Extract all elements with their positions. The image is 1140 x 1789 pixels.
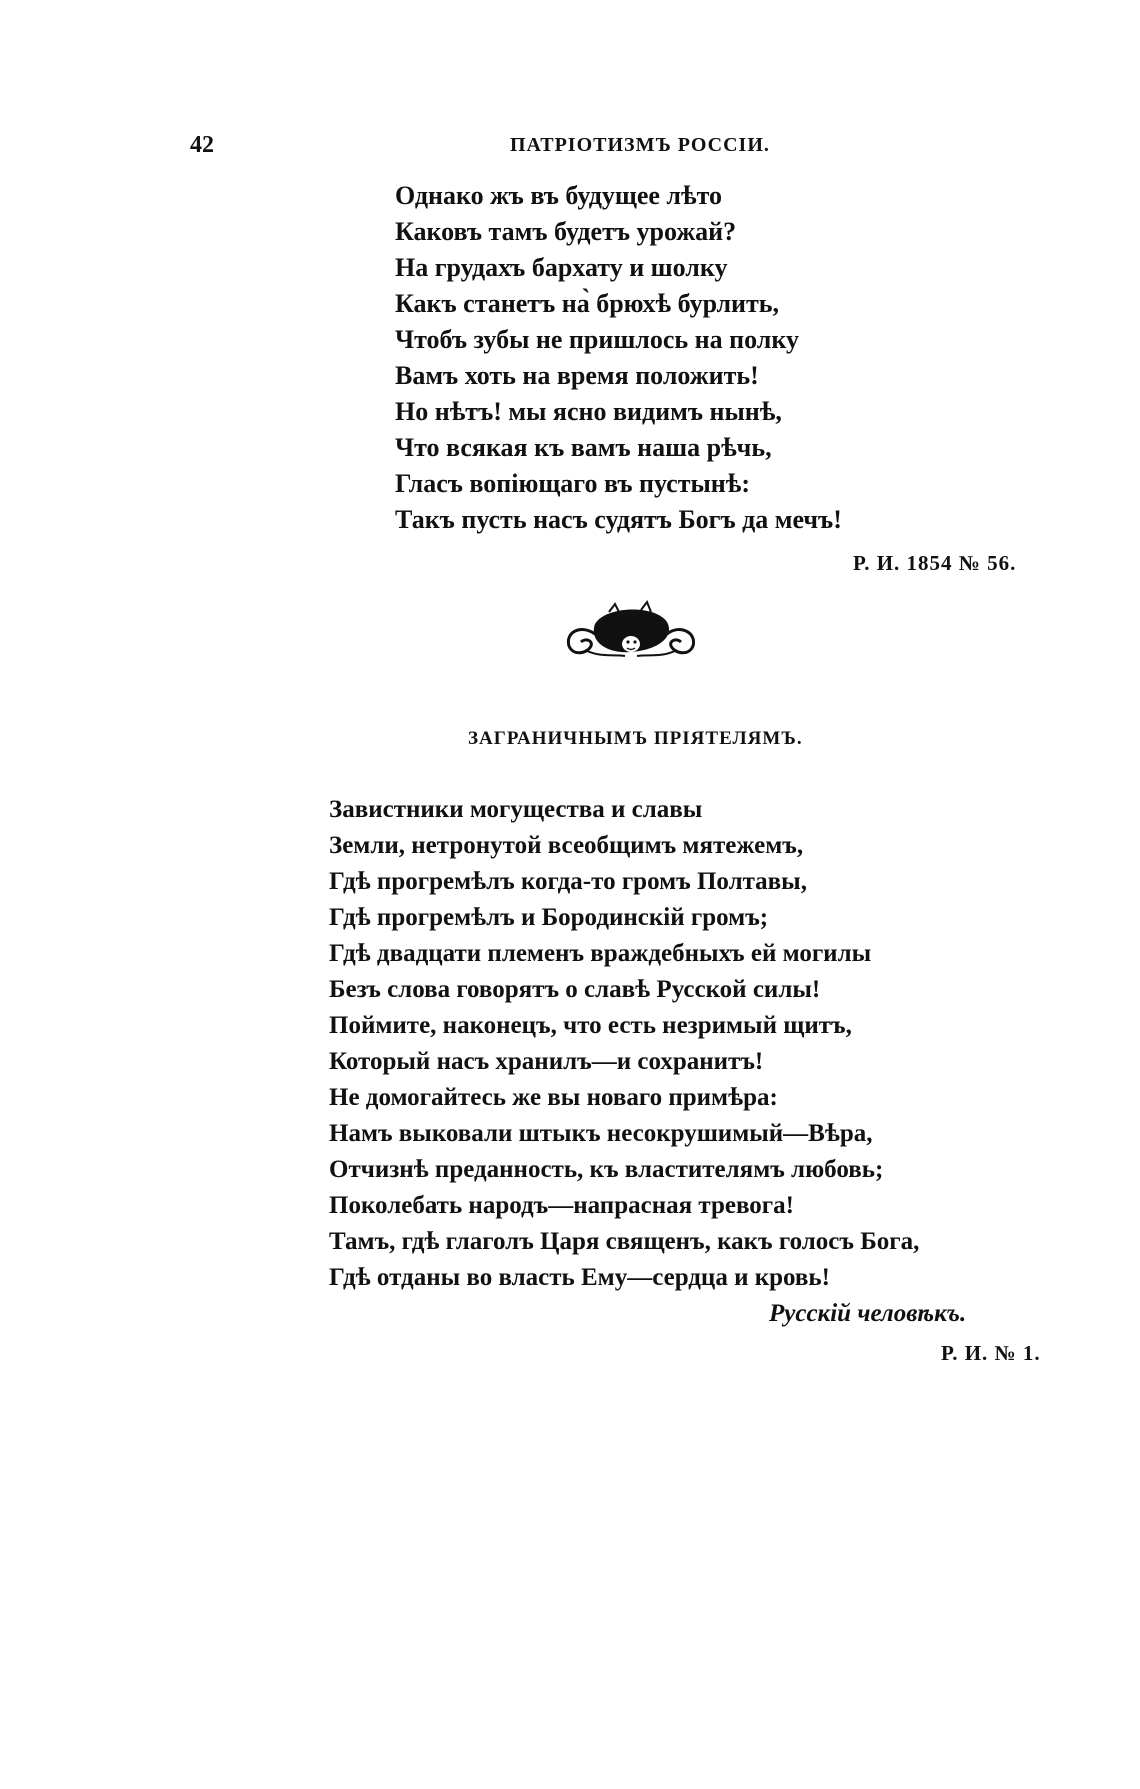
poem-line: Гдѣ прогремѣлъ когда-то громъ Полтавы,	[329, 868, 807, 895]
poem-line: Каковъ тамъ будетъ урожай?	[395, 217, 737, 246]
poem-line: Но нѣтъ! мы ясно видимъ нынѣ,	[395, 397, 782, 426]
poem-line: Гдѣ отданы во власть Ему—сердца и кровь!	[329, 1264, 830, 1291]
poem-line: Который насъ хранилъ—и сохранитъ!	[329, 1048, 764, 1075]
poem-line: Гласъ вопіющаго въ пустынѣ:	[395, 469, 751, 498]
poem-source: Р. И. № 1.	[941, 1341, 1041, 1365]
poem-line: Завистники могущества и славы	[329, 796, 703, 823]
poem-line: Земли, нетронутой всеобщимъ мятежемъ,	[329, 832, 804, 859]
poem-line: Не домогайтесь же вы новаго примѣра:	[329, 1084, 778, 1111]
poem-line: Какъ станетъ на̀ брюхѣ бурлить,	[395, 289, 780, 318]
poem-continued	[395, 178, 842, 538]
poem-line: На грудахъ бархату и шолку	[395, 253, 728, 282]
running-title: ПАТРІОТИЗМЪ РОССІИ.	[510, 134, 770, 156]
poem-line: Вамъ хоть на время положить!	[395, 361, 759, 390]
poem-line: Однако жъ въ будущее лѣто	[395, 181, 723, 210]
poem-line: Поколебать народъ—напрасная тревога!	[329, 1192, 794, 1219]
poem-line: Намъ выковали штыкъ несокрушимый—Вѣра,	[329, 1120, 873, 1147]
poem-line: Гдѣ прогремѣлъ и Бородинскій громъ;	[329, 904, 769, 931]
poem-title: ЗАГРАНИЧНЫМЪ ПРІЯТЕЛЯМЪ.	[468, 728, 803, 749]
decorative-vignette-icon	[555, 598, 705, 668]
running-head	[190, 132, 960, 162]
poem-line: Гдѣ двадцати племенъ враждебныхъ ей могилы	[329, 940, 872, 967]
poem-line: Отчизнѣ преданность, къ властителямъ любовь;	[329, 1156, 884, 1183]
poem-signature: Русскій человѣкъ.	[769, 1300, 967, 1327]
page-number: 42	[190, 132, 214, 158]
poem-line: Безъ слова говорятъ о славѣ Русской силы!	[329, 976, 821, 1003]
poem-source: Р. И. 1854 № 56.	[853, 551, 1017, 575]
poem-line: Чтобъ зубы не пришлось на полку	[395, 325, 799, 354]
poem-line: Что всякая къ вамъ наша рѣчь,	[395, 433, 772, 462]
poem-body	[329, 792, 919, 1296]
poem-line: Тамъ, гдѣ глаголъ Царя священъ, какъ голосъ Бога,	[329, 1228, 920, 1255]
poem-line: Такъ пусть насъ судятъ Богъ да мечъ!	[395, 505, 842, 534]
poem-line: Поймите, наконецъ, что есть незримый щитъ,	[329, 1012, 852, 1039]
